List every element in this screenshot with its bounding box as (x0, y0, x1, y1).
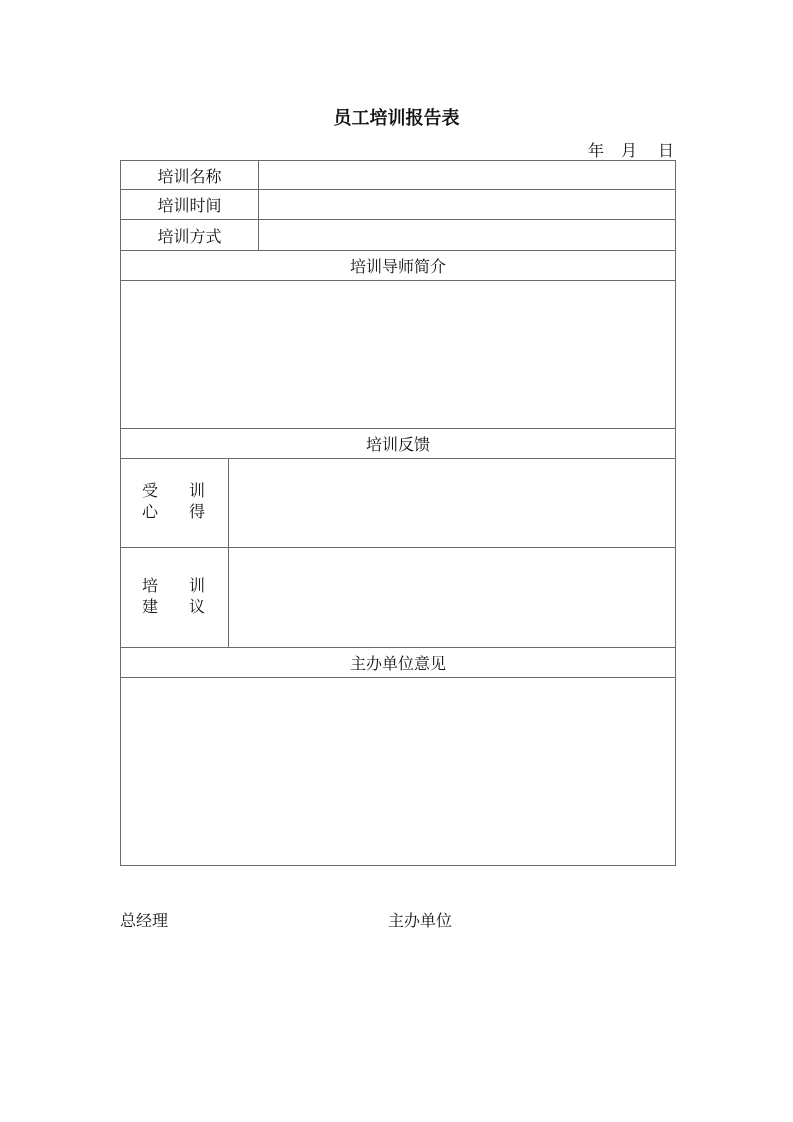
training-experience-field[interactable] (229, 459, 676, 548)
training-time-field[interactable] (259, 190, 676, 220)
training-method-label: 培训方式 (121, 220, 259, 251)
feedback-heading: 培训反馈 (121, 429, 676, 459)
suggestion-char-4: 议 (189, 597, 206, 616)
organizer-signature-label: 主办单位 (388, 911, 453, 930)
experience-char-4: 得 (189, 502, 206, 521)
row-organizer-opinion-content (121, 678, 676, 866)
experience-char-3: 心 (142, 502, 159, 521)
suggestion-char-3: 建 (142, 597, 159, 616)
row-training-name (121, 161, 676, 190)
mentor-intro-field[interactable] (121, 281, 676, 429)
row-training-suggestions (121, 548, 676, 648)
organizer-opinion-field[interactable] (121, 678, 676, 866)
training-name-field[interactable] (259, 161, 676, 190)
training-method-field[interactable] (259, 220, 676, 251)
row-mentor-intro-content (121, 281, 676, 429)
row-training-time (121, 190, 676, 220)
suggestion-char-2: 训 (189, 576, 206, 595)
training-experience-label (121, 459, 229, 548)
date-day-label: 日 (658, 141, 675, 160)
mentor-intro-heading: 培训导师简介 (121, 251, 676, 281)
form-title: 员工培训报告表 (333, 108, 460, 129)
training-suggestions-field[interactable] (229, 548, 676, 648)
experience-char-1: 受 (142, 481, 159, 500)
experience-char-2: 训 (189, 481, 206, 500)
row-organizer-opinion-heading (121, 648, 676, 678)
date-line (588, 138, 674, 161)
row-feedback-heading (121, 429, 676, 459)
organizer-opinion-heading: 主办单位意见 (121, 648, 676, 678)
date-month-label: 月 (621, 141, 638, 160)
training-name-label: 培训名称 (121, 161, 259, 190)
general-manager-signature-label: 总经理 (120, 911, 169, 930)
training-suggestions-label (121, 548, 229, 648)
training-time-label: 培训时间 (121, 190, 259, 220)
row-mentor-intro-heading (121, 251, 676, 281)
row-training-experience (121, 459, 676, 548)
date-year-label: 年 (588, 141, 605, 160)
suggestion-char-1: 培 (142, 576, 159, 595)
training-report-table (120, 160, 676, 866)
row-training-method (121, 220, 676, 251)
